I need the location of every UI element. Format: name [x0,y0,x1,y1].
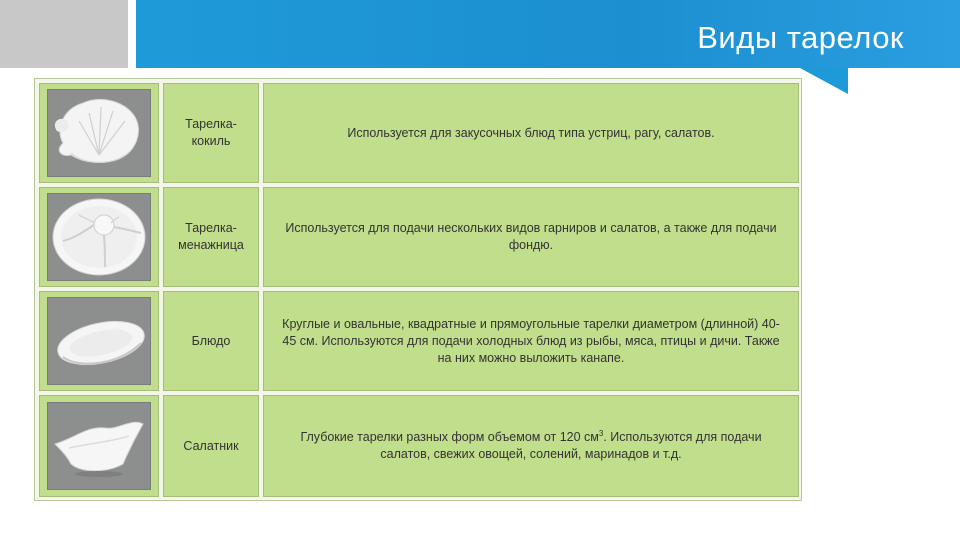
description-text-part: Глубокие тарелки разных форм объемом от 120 см [300,430,599,444]
image-cell [39,291,159,391]
description-text-part: . Используются для подачи салатов, свежих овощей, солений, маринадов и т.д. [380,430,762,461]
plate-name: Тарелка- менажница [163,187,259,287]
header-divider [128,0,136,68]
plates-table [34,78,802,501]
plate-description [263,395,799,497]
table-row [35,291,801,391]
table-row [35,395,801,497]
table-row [35,187,801,287]
shell-plate-image [47,89,151,177]
salad-bowl-image [47,402,151,490]
divided-plate-image [47,193,151,281]
superscript-unit: 3 [598,428,604,438]
image-cell [39,187,159,287]
title-banner [136,0,960,68]
plate-name: Салатник [163,395,259,497]
banner-tail [800,68,848,94]
header-gray-block [0,0,128,68]
page-title: Виды тарелок [697,20,904,55]
image-cell [39,83,159,183]
oval-dish-image [47,297,151,385]
plate-name: Блюдо [163,291,259,391]
image-cell [39,395,159,497]
plate-description: Круглые и овальные, квадратные и прямоугольные тарелки диаметром (длинной) 40-45 см. Используются для подачи холодных блюд из рыбы, мяса, птицы и дичи. Также на них можно выложить канапе. [263,291,799,391]
plate-name: Тарелка- кокиль [163,83,259,183]
table-row [35,83,801,183]
plate-description: Используется для подачи нескольких видов гарниров и салатов, а также для подачи фондю. [263,187,799,287]
plate-description: Используется для закусочных блюд типа устриц, рагу, салатов. [263,83,799,183]
